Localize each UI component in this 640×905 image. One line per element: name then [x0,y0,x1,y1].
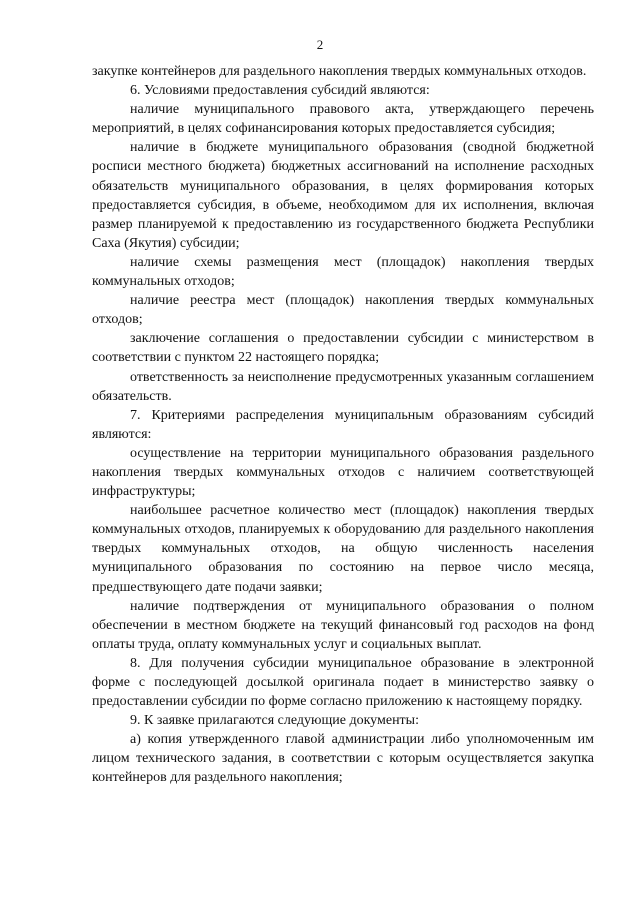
document-body [92,62,594,788]
section-7-heading: 7. Критериями распределения муниципальным образованиям субсидий являются: [92,407,594,442]
page-number: 2 [316,37,324,52]
condition-placement-scheme: наличие схемы размещения мест (площадок) накопления твердых коммунальных отходов; [92,254,594,290]
criterion-site-count: наибольшее расчетное количество мест (площадок) накопления твердых коммунальных отходов, планируемых к оборудованию для раздельного накопления твердых коммунальных отходов, на общую численность населения муниципального образования по состоянию на первое число месяца, предшествующего дате подачи заявки; [92,503,594,595]
section-8: 8. Для получения субсидии муниципальное образование в электронной форме с последующей досылкой оригинала подает в министерство заявку о предоставлении субсидии по форме согласно приложению к настоящему порядку. [92,655,594,710]
criterion-budget-confirmation: наличие подтверждения от муниципального образования о полном обеспечении в местном бюджете на текущий финансовый год расходов на фонд оплаты труда, оплату коммунальных услуг и социальных выплат. [92,598,594,652]
section-6-heading: 6. Условиями предоставления субсидий являются: [130,83,430,99]
paragraph-continuation: закупке контейнеров для раздельного накопления твердых коммунальных отходов. [92,64,587,79]
document-item-a: а) копия утвержденного главой администрации либо уполномоченным им лицом технического задания, в соответствии с которым осуществляется закупка контейнеров для раздельного накопления; [92,732,594,786]
condition-registry: наличие реестра мест (площадок) накопления твердых коммунальных отходов; [92,293,594,328]
condition-agreement: заключение соглашения о предоставлении субсидии с министерством в соответствии с пунктом 22 настоящего порядка; [92,331,594,366]
criterion-separate-collection: осуществление на территории муниципального образования раздельного накопления твердых коммунальных отходов с наличием соответствующей инфраструктуры; [92,445,594,500]
section-9-heading: 9. К заявке прилагаются следующие документы: [130,713,419,729]
condition-responsibility: ответственность за неисполнение предусмотренных указанным соглашением обязательств. [92,369,594,404]
condition-budget-allocations: наличие в бюджете муниципального образования (сводной бюджетной росписи местного бюджета) бюджетных ассигнований на исполнение расходных обязательств муниципального образования, в целях формирования которых предоставляется субсидия, в объеме, необходимом для их исполнения, включая размер планируемой к предоставлению из государственного бюджета Республики Саха (Якутия) субсидии; [92,140,594,251]
condition-legal-act: наличие муниципального правового акта, утверждающего перечень мероприятий, в целях софинансирования которых предоставляется субсидия; [92,102,594,137]
